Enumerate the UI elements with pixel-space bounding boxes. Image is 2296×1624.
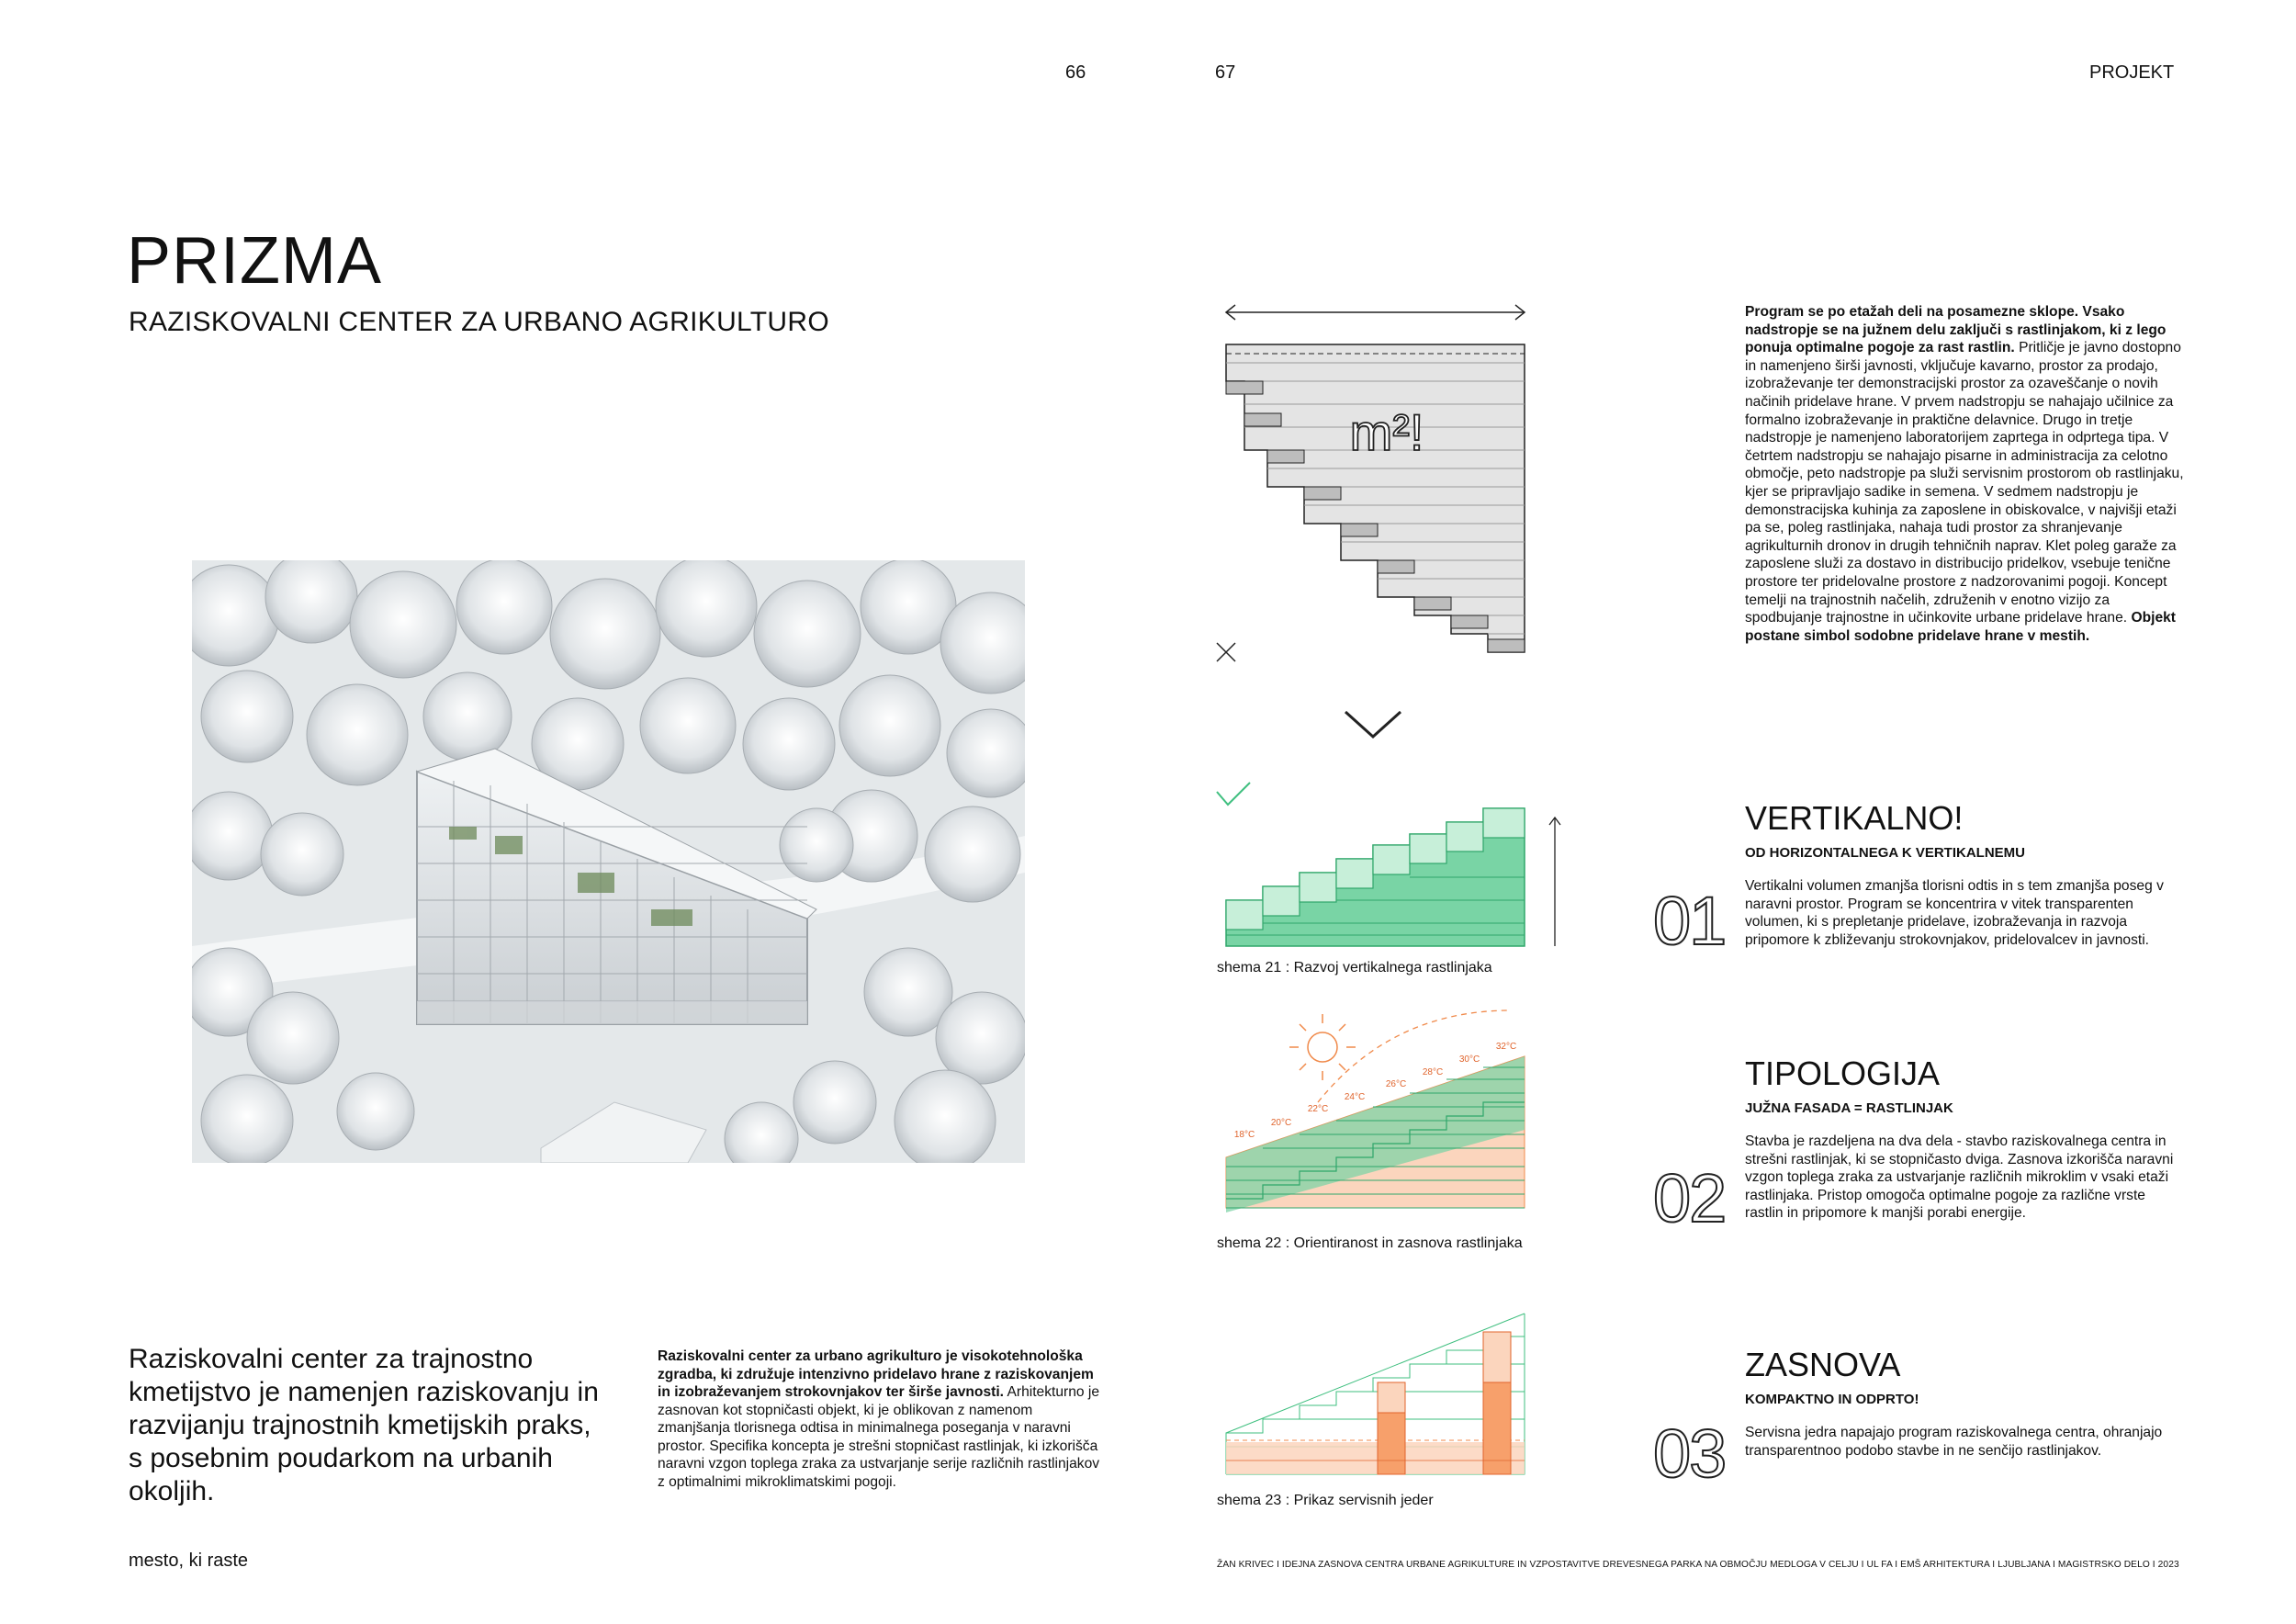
temp-label: 24°C — [1344, 1092, 1366, 1102]
shema-22-diagram — [1208, 1001, 1593, 1222]
section-03-number: 03 — [1653, 1415, 1726, 1492]
program-body: Pritličje je javno dostopno in namenjeno širši javnosti, vključuje kavarno, prostor za prodajo, izobraževanje ter demonstracijski prostor za ozaveščanje o novih načinih pridelave hrane. V prvem nadstropju se nahajajo učilnice za formalno izobraževanje in praktične delavnice. Drugo in tretje nadstropje je namenjeno laboratorijem zaprtega in odprtega tipa. V četrtem nadstropju se nahajajo pisarne in administracija za celotno območje, peto nadstropje pa služi servisnim prostorom ob rastlinjaku, kjer se pripravljajo sadike in semena. V sedmem nadstropju je demonstracijska kuhinja za zaposlene in obiskovalce, v najvišji etaži pa se, poleg rastlinjaka, nahaja tudi prostor za shranjevanje agrikulturnih dronov in drugih tehničnih naprav. Klet poleg garaže za zaposlene služi za dostavo in distribucijo pridelkov, vsebuje teničnе prostore ter pridelovalne prostore z nadzorovanimi pogoji. Koncept temelji na trajnostnih načelih, združenih v enotno vizijo za spodbujanje trajnostne in učinkovite urbane pridelave hrane. — [1745, 340, 2184, 626]
page-subtitle: RAZISKOVALNI CENTER ZA URBANO AGRIKULTURO — [129, 307, 829, 337]
section-03-title: ZASNOVA — [1745, 1346, 1901, 1383]
description-text — [658, 1348, 1108, 1491]
section-01-subtitle: OD HORIZONTALNEGA K VERTIKALNEMU — [1745, 845, 2025, 861]
temp-label: 26°C — [1385, 1079, 1407, 1089]
intro-text: Raziskovalni center za trajnostno kmetijstvo je namenjen raziskovanju in razvijanju trajnostnih kmetijskih praks, s posebnim poudarkom na urbanih okoljih. — [129, 1344, 599, 1506]
section-03-text: Servisna jedra napajajo program raziskovalnega centra, ohranjajo transparentnoo podobo stavbe in ne senčijo rastlinjakov. — [1745, 1425, 2163, 1459]
section-03-subtitle: KOMPAKTNO IN ODPRTO! — [1745, 1392, 1919, 1407]
section-02-text: Stavba je razdeljena na dva dela - stavbo raziskovalnega centra in strešni rastlinjak, ki se stopničasto dviga. Zasnova izkorišča naravni vzgon toplega zraka za ustvarjanje različnih mikroklim v vsaki etaži rastlinjaka. Pristop omogoča optimalne pogoje za različne vrste rastlin in pripomore k manjši porabi energije. — [1745, 1133, 2174, 1222]
description-body: Arhitekturno je zasnovan kot stopničasti objekt, ki je oblikovan z namenom zmanjšanja tlorisnega odtisa in minimalnega poseganja v naravni prostor. Specifika koncepta je strešni stopničast rastlinjak, ki izkorišča naravni vzgon toplega zraka za ustvarjanje serije različnih rastlinjakov z optimalnimi mikroklimatskimi pogoji. — [658, 1384, 1100, 1490]
program-bold-end: Objekt postane simbol sodobne pridelave hrane v mestih. — [1745, 610, 2176, 644]
m2-label: m²! — [1349, 403, 1424, 461]
caption-shema-21: shema 21 : Razvoj vertikalnega rastlinjaka — [1217, 960, 1492, 976]
temp-label: 22°C — [1307, 1104, 1329, 1114]
page-title: PRIZMA — [127, 224, 383, 298]
section-01-number: 01 — [1653, 883, 1726, 959]
program-text — [1745, 303, 2186, 645]
temp-label: 28°C — [1422, 1067, 1444, 1077]
footer-right: ŽAN KRIVEC I IDEJNA ZASNOVA CENTRA URBANE AGRIKULTURE IN VZPOSTAVITVE DREVESNEGA PARKA NA OBMOČJU MEDLOGA V CELJU I UL FA I EMŠ ARHITEKTURA I LJUBLJANA I MAGISTRSKO DELO I 2023 — [1217, 1560, 2179, 1570]
shema-21-diagram — [1208, 781, 1575, 955]
page-number-left: 66 — [1065, 62, 1086, 83]
temp-label: 20°C — [1270, 1118, 1292, 1128]
description-bold: Raziskovalni center za urbano agrikulturo je visokotehnološka zgradba, ki združuje intenzivno pridelavo hrane z raziskovanjem in izobraževanjem strokovnjakov ter širše javnosti. — [658, 1348, 1094, 1400]
temp-label: 30°C — [1458, 1054, 1480, 1065]
check-icon — [1217, 783, 1250, 805]
aerial-render-image — [192, 560, 1025, 1163]
shema-23-diagram — [1208, 1304, 1575, 1488]
section-01-title: VERTIKALNO! — [1745, 799, 1964, 837]
section-02-title: TIPOLOGIJA — [1745, 1054, 1941, 1092]
temp-label: 18°C — [1233, 1130, 1255, 1140]
sun-icon — [1289, 1014, 1356, 1080]
section-02-subtitle: JUŽNA FASADA = RASTLINJAK — [1745, 1100, 1953, 1116]
caption-shema-23: shema 23 : Prikaz servisnih jeder — [1217, 1493, 1434, 1508]
section-label: PROJEKT — [2089, 62, 2175, 83]
program-bold-start: Program se po etažah deli na posamezne sklope. Vsako nadstropje se na južnem delu zaključi s rastlinjakom, ki z lego ponuja optimalne pogoje za rast rastlin. — [1745, 304, 2167, 356]
section-01-text: Vertikalni volumen zmanjša tlorisni odtis in s tem zmanjša poseg v naravni prostor. Program se koncentrira v vitek transparenten volumen, ki s prepletanje pridelave, izobraževanja in razvoja pripomore k zbliževanju strokovnjakov, pridelovalcev in javnosti. — [1745, 878, 2164, 948]
temp-label: 32°C — [1495, 1042, 1517, 1052]
floor-area-diagram — [1208, 294, 1538, 753]
section-02-number: 02 — [1653, 1160, 1726, 1236]
page-number-right: 67 — [1215, 62, 1236, 83]
caption-shema-22: shema 22 : Orientiranost in zasnova rastlinjaka — [1217, 1235, 1523, 1251]
footer-left: mesto, ki raste — [129, 1551, 249, 1571]
